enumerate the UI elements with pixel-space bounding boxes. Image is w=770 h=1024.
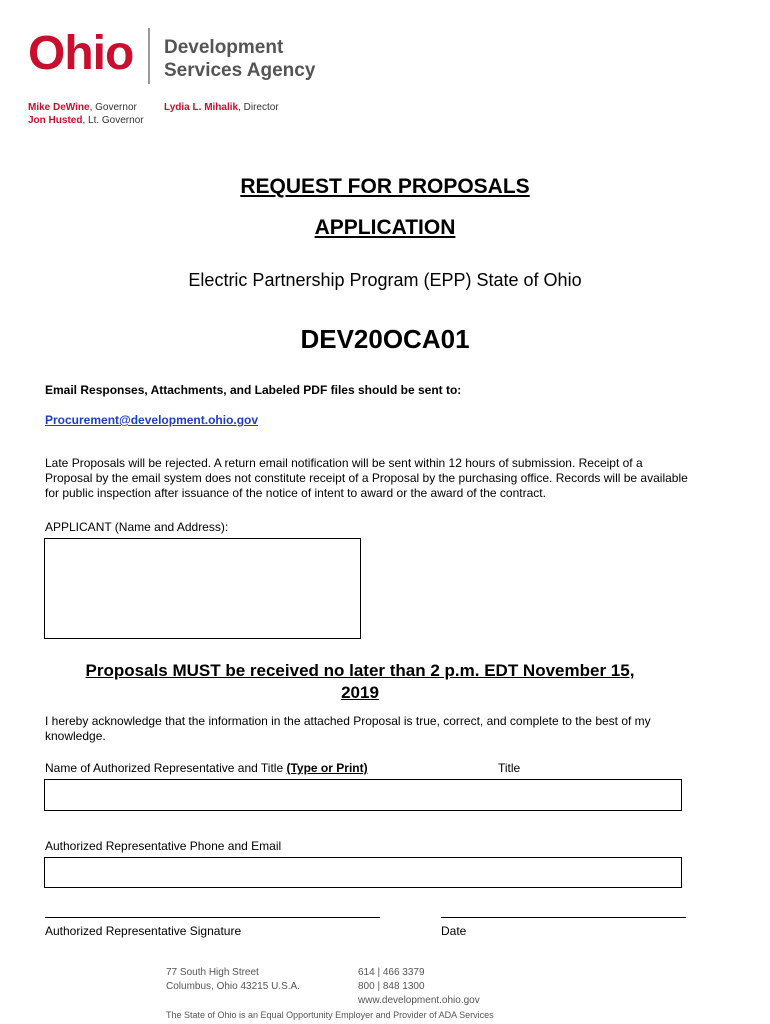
phone-email-field[interactable] [44, 857, 682, 888]
email-heading: Email Responses, Attachments, and Labeled PDF files should be sent to: [45, 383, 462, 397]
title-label: Title [498, 761, 521, 775]
date-line[interactable] [441, 917, 686, 918]
signature-line[interactable] [45, 917, 380, 918]
acknowledgment-text [45, 714, 745, 744]
late-line-3: for public inspection after issuance of the notice of intent to award or the award of the contract. [45, 486, 546, 500]
footer-address [166, 966, 300, 994]
footer-contact [358, 966, 480, 1008]
applicant-label: APPLICANT (Name and Address): [45, 520, 229, 534]
applicant-field[interactable] [44, 538, 361, 639]
rep-name-label-emphasis: (Type or Print) [286, 761, 368, 775]
rep-name-label [45, 761, 368, 776]
ohio-logo-text: Ohio [28, 27, 134, 80]
governor-name: Mike DeWine [28, 102, 90, 113]
late-line-2: Proposal by the email system does not constitute receipt of a Proposal by the purchasing office. Records will be available [45, 471, 688, 485]
officials-right [164, 101, 279, 114]
page-subtitle: APPLICATION [314, 216, 456, 239]
footer-phone-2: 800 | 848 1300 [358, 981, 425, 992]
deadline-line-2: 2019 [341, 683, 379, 702]
deadline-line-1: Proposals MUST be received no later than 2 p.m. EDT November 15, [85, 661, 635, 680]
late-line-1: Late Proposals will be rejected. A return email notification will be sent within 12 hours of submission. Receipt of a [45, 456, 643, 470]
footer-address-line1: 77 South High Street [166, 967, 259, 978]
deadline-notice [40, 660, 680, 704]
footer-eeo-statement: The State of Ohio is an Equal Opportunity Employer and Provider of ADA Services [166, 1010, 494, 1020]
logo-divider [148, 28, 150, 84]
lt-governor-title: , Lt. Governor [82, 115, 144, 126]
footer-address-line2: Columbus, Ohio 43215 U.S.A. [166, 981, 300, 992]
rfp-code: DEV20OCA01 [300, 324, 470, 354]
footer-phone-1: 614 | 466 3379 [358, 967, 425, 978]
program-name: Electric Partnership Program (EPP) State of Ohio [188, 270, 582, 290]
agency-name-line1: Development [164, 37, 284, 58]
governor-title: , Governor [89, 102, 137, 113]
rep-name-label-text: Name of Authorized Representative and Title [45, 761, 287, 775]
ohio-logo [28, 27, 134, 80]
rep-name-title-field[interactable] [44, 779, 682, 811]
procurement-email-link[interactable]: Procurement@development.ohio.gov [45, 413, 259, 427]
ack-line-1: I hereby acknowledge that the information in the attached Proposal is true, correct, and complete to the best of my [45, 714, 651, 728]
page-title: REQUEST FOR PROPOSALS [240, 175, 530, 198]
footer-website-link[interactable]: www.development.ohio.gov [358, 995, 480, 1006]
agency-name [164, 36, 315, 82]
signature-label: Authorized Representative Signature [45, 924, 242, 938]
date-label: Date [441, 924, 467, 938]
phone-email-label: Authorized Representative Phone and Email [45, 839, 282, 853]
late-proposals-paragraph [45, 456, 745, 501]
director-title: , Director [238, 102, 279, 113]
officials-left [28, 101, 144, 127]
ack-line-2: knowledge. [45, 729, 106, 743]
director-name: Lydia L. Mihalik [164, 102, 239, 113]
lt-governor-name: Jon Husted [28, 115, 83, 126]
agency-name-line2: Services Agency [164, 60, 316, 81]
